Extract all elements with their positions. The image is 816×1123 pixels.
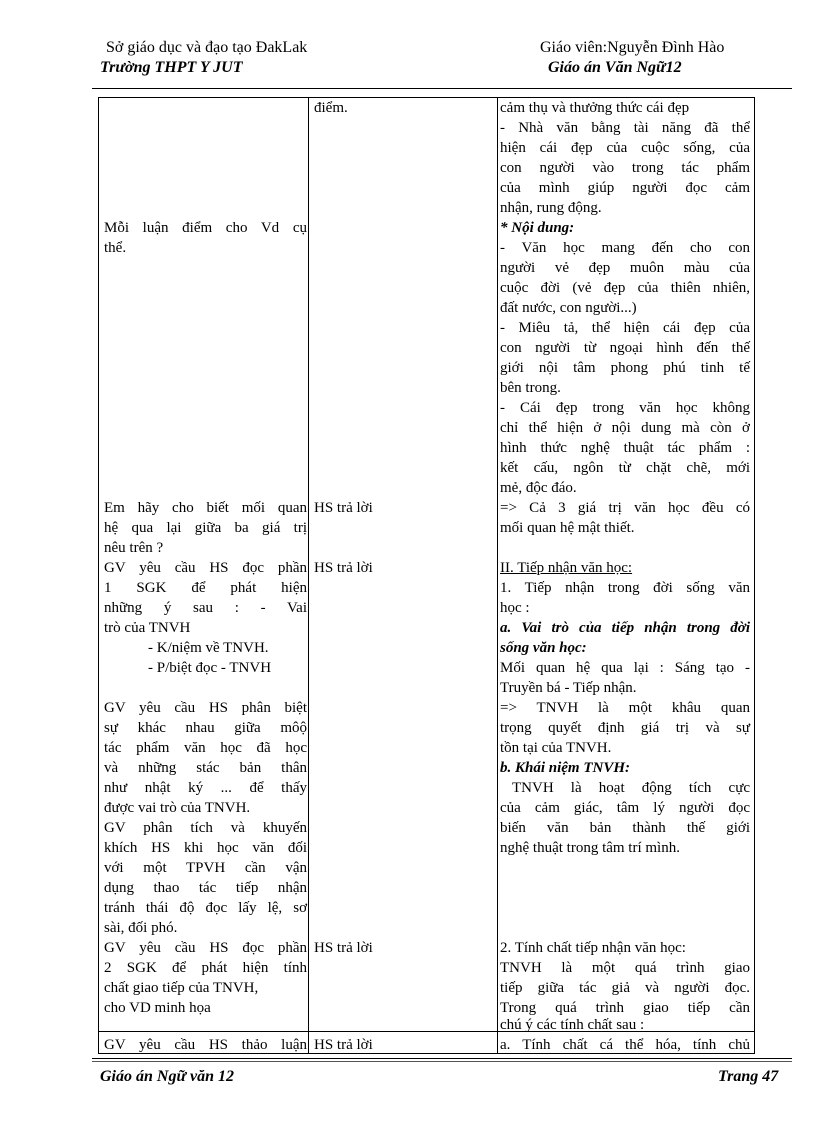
page-number: Trang 47 [718, 1068, 779, 1085]
col3-line: mẻ, độc đáo. [500, 480, 577, 496]
col1-line: nêu trên ? [104, 540, 164, 556]
col3-line: biến văn bản thành thế giới [500, 820, 750, 836]
col3-line: con người vào trong tác phẩm [500, 160, 750, 176]
col3-line: - Nhà văn bằng tài năng đã thể [500, 120, 750, 136]
col3-line: giới nội tâm phong phú tinh tế [500, 360, 750, 376]
col3-line: chỉ thể hiện ở nội dung mà còn ở [500, 420, 750, 436]
col1-line: Em hãy cho biết mối quan [104, 500, 307, 516]
column-divider-1 [308, 98, 309, 1053]
col1-line: GV yêu cầu HS đọc phần [104, 940, 307, 956]
header-plan: Giáo án Văn Ngữ12 [548, 59, 682, 76]
col3-line: trọng quyết định giá trị và sự [500, 720, 750, 736]
col3-subheading: * Nội dung: [500, 220, 575, 236]
col2-line: HS trả lời [314, 940, 373, 956]
col2-line: HS trả lời [314, 500, 373, 516]
col3-line: 2. Tính chất tiếp nhận văn học: [500, 940, 686, 956]
col1-line: những ý sau : - Vai [104, 600, 307, 616]
col3-line: TNVH là hoạt động tích cực [512, 780, 750, 796]
col3-line: cuộc đời (vẻ đẹp của thiên nhiên, [500, 280, 750, 296]
col3-line: kết cấu, ngôn từ chặt chẽ, mới [500, 460, 750, 476]
col3-line: - Miêu tả, thể hiện cái đẹp của [500, 320, 750, 336]
col2-line: điểm. [314, 100, 348, 116]
header-teacher: Giáo viên:Nguyễn Đình Hào [540, 39, 725, 56]
col3-line: của mình giúp người đọc cảm [500, 180, 750, 196]
col1-line: GV yêu cầu HS đọc phần [104, 560, 307, 576]
col1-line: và những stác bản thân [104, 760, 307, 776]
column-divider-2 [497, 98, 498, 1053]
col3-section-heading: II. Tiếp nhận văn học: [500, 560, 633, 576]
col3-line: cảm thụ và thưởng thức cái đẹp [500, 100, 690, 116]
col3-line: hình thức nghệ thuật tác phẩm : [500, 440, 750, 456]
col3-line: hiện cái đẹp của cuộc sống, của [500, 140, 750, 156]
col1-line: với một TPVH cần vận [104, 860, 307, 876]
col1-line: hệ qua lại giữa ba giá trị [104, 520, 307, 536]
col3-line: học : [500, 600, 530, 616]
header-school: Trường THPT Y JUT [100, 59, 243, 76]
header-rule [92, 88, 792, 89]
col3-line: nghệ thuật trong tâm trí mình. [500, 840, 680, 856]
col3-line: Truyền bá - Tiếp nhận. [500, 680, 637, 696]
col3-line: Trong quá trình giao tiếp cần [500, 1000, 750, 1016]
col1-line: GV yêu cầu HS thảo luận [104, 1037, 307, 1053]
col1-line: tác phẩm văn học đã học [104, 740, 307, 756]
col3-subheading: sống văn học: [500, 640, 587, 656]
col2-line: HS trả lời [314, 1037, 373, 1053]
col1-line: sài, đối phó. [104, 920, 178, 936]
col3-line: - Văn học mang đến cho con [500, 240, 750, 256]
col3-subheading: b. Khái niệm TNVH: [500, 760, 631, 776]
col1-line: GV yêu cầu HS phân biệt [104, 700, 307, 716]
col1-line: trò của TNVH [104, 620, 191, 636]
footer-rule [92, 1058, 792, 1059]
col3-line: tồn tại của TNVH. [500, 740, 612, 756]
col3-line: bên trong. [500, 380, 561, 396]
col3-line: => Cả 3 giá trị văn học đều có [500, 500, 750, 516]
header-department: Sở giáo dục và đạo tạo ĐakLak [106, 39, 308, 56]
col3-subheading: a. Vai trò của tiếp nhận trong đời [500, 620, 750, 636]
col1-line: sự khác nhau giữa môộ [104, 720, 307, 736]
col1-line: khích HS khi học văn đối [104, 840, 307, 856]
col1-line: như nhật ký ... để thấy [104, 780, 307, 796]
col1-line: tránh thái độ đọc lấy lệ, sơ [104, 900, 307, 916]
col3-line: mối quan hệ mật thiết. [500, 520, 635, 536]
col3-line: của cảm giác, tâm lý người đọc [500, 800, 750, 816]
col1-line: - P/biệt đọc - TNVH [148, 660, 272, 676]
col3-line: a. Tính chất cá thể hóa, tính chủ [500, 1037, 750, 1053]
col1-line: GV phân tích và khuyến [104, 820, 307, 836]
col1-line: thể. [104, 240, 127, 256]
col1-line: cho VD minh họa [104, 1000, 211, 1016]
col3-line: 1. Tiếp nhận trong đời sống văn [500, 580, 750, 596]
col3-line: Mối quan hệ qua lại : Sáng tạo - [500, 660, 750, 676]
col3-line: đất nước, con người...) [500, 300, 637, 316]
col2-line: HS trả lời [314, 560, 373, 576]
col1-line: chất giao tiếp của TNVH, [104, 980, 259, 996]
col1-line: - K/niệm về TNVH. [148, 640, 269, 656]
footer-title: Giáo án Ngữ văn 12 [100, 1068, 235, 1085]
lesson-table [98, 97, 755, 1054]
col3-line: tiếp giữa tác giả và người đọc. [500, 980, 750, 996]
col1-line: 2 SGK để phát hiện tính [104, 960, 307, 976]
col3-line: - Cái đẹp trong văn học không [500, 400, 750, 416]
col3-line: người vẻ đẹp muôn màu của [500, 260, 750, 276]
footer-rule-thin [92, 1061, 792, 1062]
col3-line: chú ý các tính chất sau : [500, 1017, 645, 1033]
col1-line: 1 SGK để phát hiện [104, 580, 307, 596]
col3-line: TNVH là một quá trình giao [500, 960, 750, 976]
col3-line: con người từ ngoại hình đến thế [500, 340, 750, 356]
col3-line: => TNVH là một khâu quan [500, 700, 750, 716]
col1-line: được vai trò của TNVH. [104, 800, 251, 816]
col1-line: dụng thao tác tiếp nhận [104, 880, 307, 896]
col3-line: nhận, rung động. [500, 200, 602, 216]
col1-line: Mỗi luận điểm cho Vd cụ [104, 220, 307, 236]
